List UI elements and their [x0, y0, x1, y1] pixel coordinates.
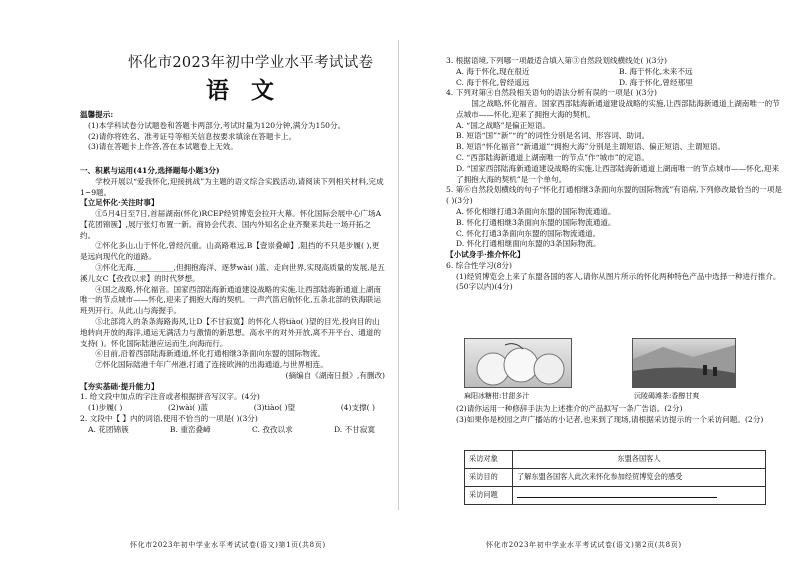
- source-note: (摘编自《湖南日报》,有删改): [285, 370, 385, 380]
- q4-quote: 国之战略,怀化福音。国家西部陆海新通道建设战略的实施,让西部陆海新通道上湖南唯一的节点城市——怀化,迎来了拥抱大海的契机。: [456, 99, 780, 119]
- notice-list: [80, 121, 385, 153]
- subject-char-1: 语: [206, 77, 229, 104]
- right-questions: [446, 56, 782, 293]
- page-footer-left: 怀化市2023年初中学业水平考试试卷(语文)第1页(共8页): [130, 541, 326, 550]
- table-cell: 采访问题: [465, 487, 513, 505]
- q1-items: [80, 403, 385, 414]
- q3-option: D. 海于怀化,曾经那里: [619, 77, 693, 87]
- q6-part-3: (3)如果你是校园之声广播站的小记者,也来到了现场,请根据采访提示的一个采访问题。(2分): [456, 414, 764, 424]
- q4-option: A. “国之战略”是偏正短语。: [456, 120, 551, 130]
- interview-table: [464, 450, 766, 505]
- passage-paragraph: ③怀化无海,__________,但拥抱海洋、逐梦wài( )蓝、走向世界,实现高质量的发展,是五溪儿女C【孜孜以求】的时代梦想。: [80, 263, 385, 283]
- question-6: 6. 综合性学习(8分): [446, 260, 512, 270]
- q1-item: (4)支撑( ): [340, 403, 375, 413]
- passage-paragraph: ⑦怀化国际陆港千年广州港,打通了连接欧洲的出海通道,与世界相连。: [95, 360, 328, 370]
- q2-option: C. 孜孜以求: [251, 424, 293, 434]
- question-5: 5. 第⑥自然段划横线的句子“怀化打通相继3条面向东盟的国际物流”有语病,下列修改最恰当的一项是( )(3分): [446, 185, 783, 206]
- notice-item: (2)请你将姓名、准考证号等相关信息按要求填涂在答题卡上。: [88, 131, 297, 141]
- section-one: [80, 166, 385, 436]
- orange-caption: 麻阳冰糖柑:甘甜多汁: [464, 392, 530, 400]
- q5-option: D. 怀化打通相继面向东盟的3条国际物流。: [456, 239, 601, 249]
- q4-option: B. 短语“怀化福音”“新通道”“拥抱大海”分别是主谓短语、偏正短语、主谓短语。: [456, 142, 726, 152]
- q1-item: (3)tiào( )望: [253, 403, 296, 413]
- subsection-heading: 【夯实基础·提升能力】: [80, 381, 159, 391]
- orange-photo: [464, 338, 572, 388]
- q6-part-2: (2)请你运用一种修辞手法为上述推介的产品拟写一条广告语。(2分): [456, 404, 683, 413]
- q5-option: C. 怀化打通3条面向东盟的国际物流通道。: [456, 228, 601, 238]
- q4-option: B. 短语“国”“新”“的”的词性分别是名词、形容词、助词。: [456, 131, 650, 141]
- orange-icon: [465, 339, 571, 387]
- passage-paragraph: ②怀化多山,山于怀化,曾经沉重。山高路难远,B【壹崇叠嶂】,阻挡的不只是步履( ),更是远向现代化的道路。: [80, 241, 380, 262]
- question-3: 3. 根据语境,下列哪一项最适合填入第③自然段划线横线处( )(3分): [446, 56, 668, 65]
- table-cell: 了解东盟各国客人此次来怀化参加经贸博览会的感受: [513, 469, 766, 487]
- tea-caption: 沅陵碣滩茶:香醇甘爽: [634, 392, 700, 400]
- page-footer-right: 怀化市2023年初中学业水平考试试卷(语文)第2页(共8页): [486, 541, 682, 550]
- passage-paragraph: ⑥目前,沿着西部陆海新通道,怀化打通相继3条面向东盟的国际物流。: [95, 349, 326, 359]
- intro-text: 学校开展以“爱我怀化,迎接挑战”为主题的语文综合实践活动,请阅读下列相关材料,完成1~9题。: [80, 176, 384, 197]
- question-1: 1. 给文段中加点的字注音或者根据拼音写汉字。(4分): [80, 392, 260, 402]
- section-heading: 一、积累与运用(41分,选择题每小题3分): [80, 166, 220, 175]
- q6-more: [446, 404, 782, 426]
- table-cell: 东盟各国客人: [513, 451, 766, 469]
- passage-paragraph: ⑤北部湾入的条条海路海风,让D【不甘寂寞】的怀化人将tiào( )望的目光,投向目的山地转向开放的海洋,通运无满活力与激情的新思想。高水平的对外开放,离不开平台、通道的支持( )。怀化国际陆港应运而生,向海而行。: [80, 316, 381, 348]
- passage-paragraph: ④国之战略,怀化福音。国家西部陆海新通道建设战略的实施,让西部陆海新通道上湖南唯一的节点城市——怀化,迎来了拥抱大海的契机。一声汽笛启航怀化,五条北部的铁海联运班列开行。从此,山与海握手。: [80, 284, 381, 316]
- subject-title: [206, 75, 274, 108]
- answer-line: [517, 490, 717, 498]
- q5-option: A. 怀化相继打通3条面向东盟的国际物流通道。: [456, 206, 616, 216]
- q4-option: C. “西部陆海新通道上湖南唯一的节点”作“城市”的定语。: [456, 153, 649, 163]
- q5-option: B. 怀化打通相继3条面向东盟的国际物流通道。: [456, 217, 616, 227]
- subject-char-2: 文: [251, 77, 274, 104]
- notice-item: (1)本学科试卷分试题卷和答题卡两部分,考试时量为120分钟,满分为150分。: [88, 120, 346, 130]
- notice-heading: 温馨提示:: [80, 110, 114, 119]
- q1-item: (2)wài( )蓝: [167, 403, 209, 413]
- q1-item: (1)步履( ): [88, 403, 123, 413]
- q3-option: B. 海于怀化,未来不远: [619, 66, 693, 76]
- subsection-heading: 【立足怀化·关注时事】: [80, 198, 159, 208]
- notice-block: [80, 110, 385, 153]
- q2-options: [80, 425, 385, 436]
- tea-photo: [632, 338, 736, 388]
- q4-option: D. “国家西部陆海新通道建设战略的实施,让西部陆海新通道上湖南唯一的节点城市——怀化,迎来了拥抱大海的契机”是一个单句。: [456, 163, 780, 184]
- q2-option: A. 花团锦簇: [88, 424, 129, 434]
- page-divider: [398, 40, 399, 510]
- question-2: 2. 文段中【 】内的词语,使用不恰当的一项是( )(3分): [80, 413, 258, 423]
- subsection-heading: 【小试身手·推介怀化】: [446, 250, 525, 260]
- q3-option: C. 海于怀化,曾经遥远: [456, 77, 530, 87]
- tea-field-icon: [633, 339, 735, 387]
- q3-option: A. 海于怀化,现在很近: [456, 66, 530, 76]
- notice-item: (3)请在答题卡上作答,答在本试题卷上无效。: [88, 142, 238, 152]
- table-cell: 采访对象: [465, 451, 513, 469]
- q2-option: D. 不甘寂寞: [333, 424, 375, 434]
- question-4: 4. 下列对第④自然段相关语句的语法分析有误的一项是( )(3分): [446, 88, 658, 98]
- q5-options: [446, 207, 782, 250]
- q6-part-1: (1)经贸博览会上来了东盟各国的客人,请你从图片所示的怀化两种特色产品中选择一种进行推介。(50字以内)(4分): [456, 271, 781, 292]
- q3-options: [446, 67, 782, 89]
- q2-option: B. 重峦叠嶂: [169, 424, 211, 434]
- table-cell: 采访目的: [465, 469, 513, 487]
- q4-options: [446, 121, 782, 186]
- passage-paragraph: ①5月4日至7日,首届湖南(怀化)RCEP经贸博览会拉开大幕。怀化国际会展中心广场A【花团锦簇】,展厅张灯布置一新。商协会代表、国内外知名企业齐聚来共赴一场开拓之约。: [80, 209, 382, 240]
- answer-cell[interactable]: [513, 487, 766, 505]
- exam-title: 怀化市2023年初中学业水平考试试卷: [128, 55, 374, 71]
